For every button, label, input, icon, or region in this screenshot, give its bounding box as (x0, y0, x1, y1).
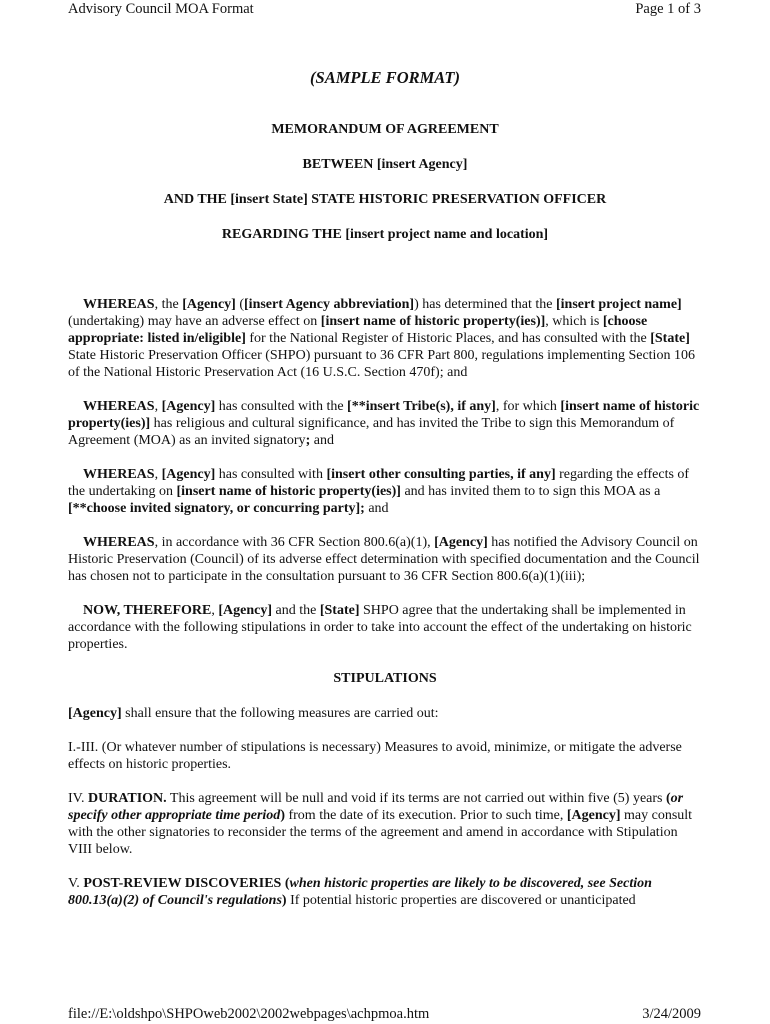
text-run: , (211, 603, 219, 618)
whereas-paragraph-3 (68, 466, 702, 517)
text-run: If potential historic properties are discovered or unanticipated (286, 893, 636, 908)
discovery-note: when historic properties are likely to be discovered, see Section 800.13(a)(2) of Council's regulations (68, 876, 652, 908)
text-run: , the (154, 297, 183, 312)
whereas-keyword: WHEREAS (83, 535, 155, 550)
text-run: , for which (495, 399, 561, 414)
post-review-heading: POST-REVIEW DISCOVERIES ( (83, 876, 290, 891)
text-run: V. (68, 876, 84, 891)
text-run: ( (235, 297, 245, 312)
placeholder-agency: [Agency] (218, 603, 273, 618)
placeholder-agency: [Agency] (182, 297, 236, 312)
paren-close: ) (281, 893, 287, 908)
text-run: IV. (68, 791, 88, 806)
page-footer-url: file://E:\oldshpo\SHPOweb2002\2002webpages\achpmoa.htm (68, 1006, 430, 1022)
page-number: Page 1 of 3 (635, 1, 701, 17)
text-run: SHPO agree that the undertaking shall be implemented in accordance with the following stipulations in order to take into account the effect of the undertaking on historic properties. (68, 603, 692, 652)
text-run: may consult with the other signatories to reconsider the terms of the agreement and amend in accordance with Stipulation VIII below. (68, 808, 693, 857)
semicolon-bold: ; (305, 433, 311, 448)
document-body (68, 68, 702, 926)
text-run: and (310, 433, 334, 448)
text-run: and has invited them to to sign this MOA as a (400, 484, 661, 499)
placeholder-agency-abbreviation: [insert Agency abbreviation] (244, 297, 415, 312)
text-run: , (154, 467, 162, 482)
placeholder-signatory-type: [**choose invited signatory, or concurring party] (68, 501, 361, 516)
whereas-keyword: WHEREAS (83, 399, 155, 414)
text-run: and the (272, 603, 320, 618)
now-therefore-keyword: NOW, THEREFORE (83, 603, 212, 618)
placeholder-consulting-parties: [insert other consulting parties, if any] (326, 467, 556, 482)
placeholder-agency: [Agency] (566, 808, 621, 823)
text-run: and (364, 501, 389, 516)
stipulation-iv-duration (68, 790, 702, 858)
placeholder-historic-property: [insert name of historic property(ies)] (176, 484, 401, 499)
text-run: has notified the Advisory Council on Historic Preservation (Council) of its adverse effect determination with specified documentation and the Council has chosen not to participate in the consultation pursuant to 36 CFR Section 800.6(a)(1)(iii); (68, 535, 700, 584)
whereas-paragraph-2 (68, 398, 702, 449)
semicolon-bold: ; (360, 501, 365, 516)
text-run: , in accordance with 36 CFR Section 800.6(a)(1), (154, 535, 435, 550)
whereas-keyword: WHEREAS (83, 467, 155, 482)
title-regarding: REGARDING THE [insert project name and location] (221, 227, 549, 242)
text-run: ) has determined that the (414, 297, 556, 312)
placeholder-agency: [Agency] (161, 399, 216, 414)
page-footer-date: 3/24/2009 (642, 1006, 701, 1022)
text-run: , (154, 399, 162, 414)
placeholder-historic-property: [insert name of historic property(ies)] (68, 399, 700, 431)
stipulations-heading: STIPULATIONS (333, 671, 437, 686)
paren-close: ) (280, 808, 285, 823)
text-run: has consulted with the (215, 399, 348, 414)
placeholder-project-name: [insert project name] (556, 297, 682, 312)
text-run: from the date of its execution. Prior to such time, (284, 808, 567, 823)
paren-open: ( (666, 791, 671, 806)
text-run: , which is (545, 314, 603, 329)
text-run: for the National Register of Historic Places, and has consulted with the (245, 331, 651, 346)
time-period-note: or specify other appropriate time period (68, 791, 684, 823)
whereas-keyword: WHEREAS (83, 297, 155, 312)
placeholder-listed-eligible: [choose appropriate: listed in/eligible] (68, 314, 648, 346)
agency-ensure-paragraph (68, 705, 702, 722)
sample-format-heading: (SAMPLE FORMAT) (310, 68, 460, 87)
text-run: has consulted with (215, 467, 327, 482)
duration-heading: DURATION. (87, 791, 167, 806)
placeholder-agency: [Agency] (161, 467, 216, 482)
placeholder-agency: [Agency] (434, 535, 488, 550)
stipulation-v-discoveries (68, 875, 702, 909)
placeholder-state: [State] (650, 331, 690, 346)
text-run: has religious and cultural significance, and has invited the Tribe to sign this Memorandum of Agreement (MOA) as an invited signatory (68, 416, 675, 448)
text-run: regarding the effects of the undertaking on (68, 467, 690, 499)
stipulation-i-iii (68, 739, 702, 773)
title-memorandum: MEMORANDUM OF AGREEMENT (271, 122, 499, 137)
placeholder-tribe: [**insert Tribe(s), if any] (347, 399, 496, 414)
text-run: I.-III. (Or whatever number of stipulations is necessary) Measures to avoid, minimize, or mitigate the adverse effects on historic properties. (68, 740, 682, 772)
placeholder-agency: [Agency] (68, 706, 122, 721)
whereas-paragraph-1 (68, 296, 702, 381)
title-and-the-shpo: AND THE [insert State] STATE HISTORIC PRESERVATION OFFICER (163, 192, 607, 207)
whereas-paragraph-4 (68, 534, 702, 585)
placeholder-state: [State] (319, 603, 360, 618)
text-run: This agreement will be null and void if its terms are not carried out within five (5) years (166, 791, 666, 806)
title-between: BETWEEN [insert Agency] (302, 157, 468, 172)
text-run: State Historic Preservation Officer (SHPO) pursuant to 36 CFR Part 800, regulations implementing Section 106 of the National Historic Preservation Act (16 U.S.C. Section 470f); and (68, 348, 695, 380)
text-run: shall ensure that the following measures are carried out: (121, 706, 439, 721)
page-header-title: Advisory Council MOA Format (68, 1, 254, 17)
placeholder-historic-property: [insert name of historic property(ies)] (320, 314, 546, 329)
now-therefore-paragraph (68, 602, 702, 653)
text-run: (undertaking) may have an adverse effect on (68, 314, 321, 329)
